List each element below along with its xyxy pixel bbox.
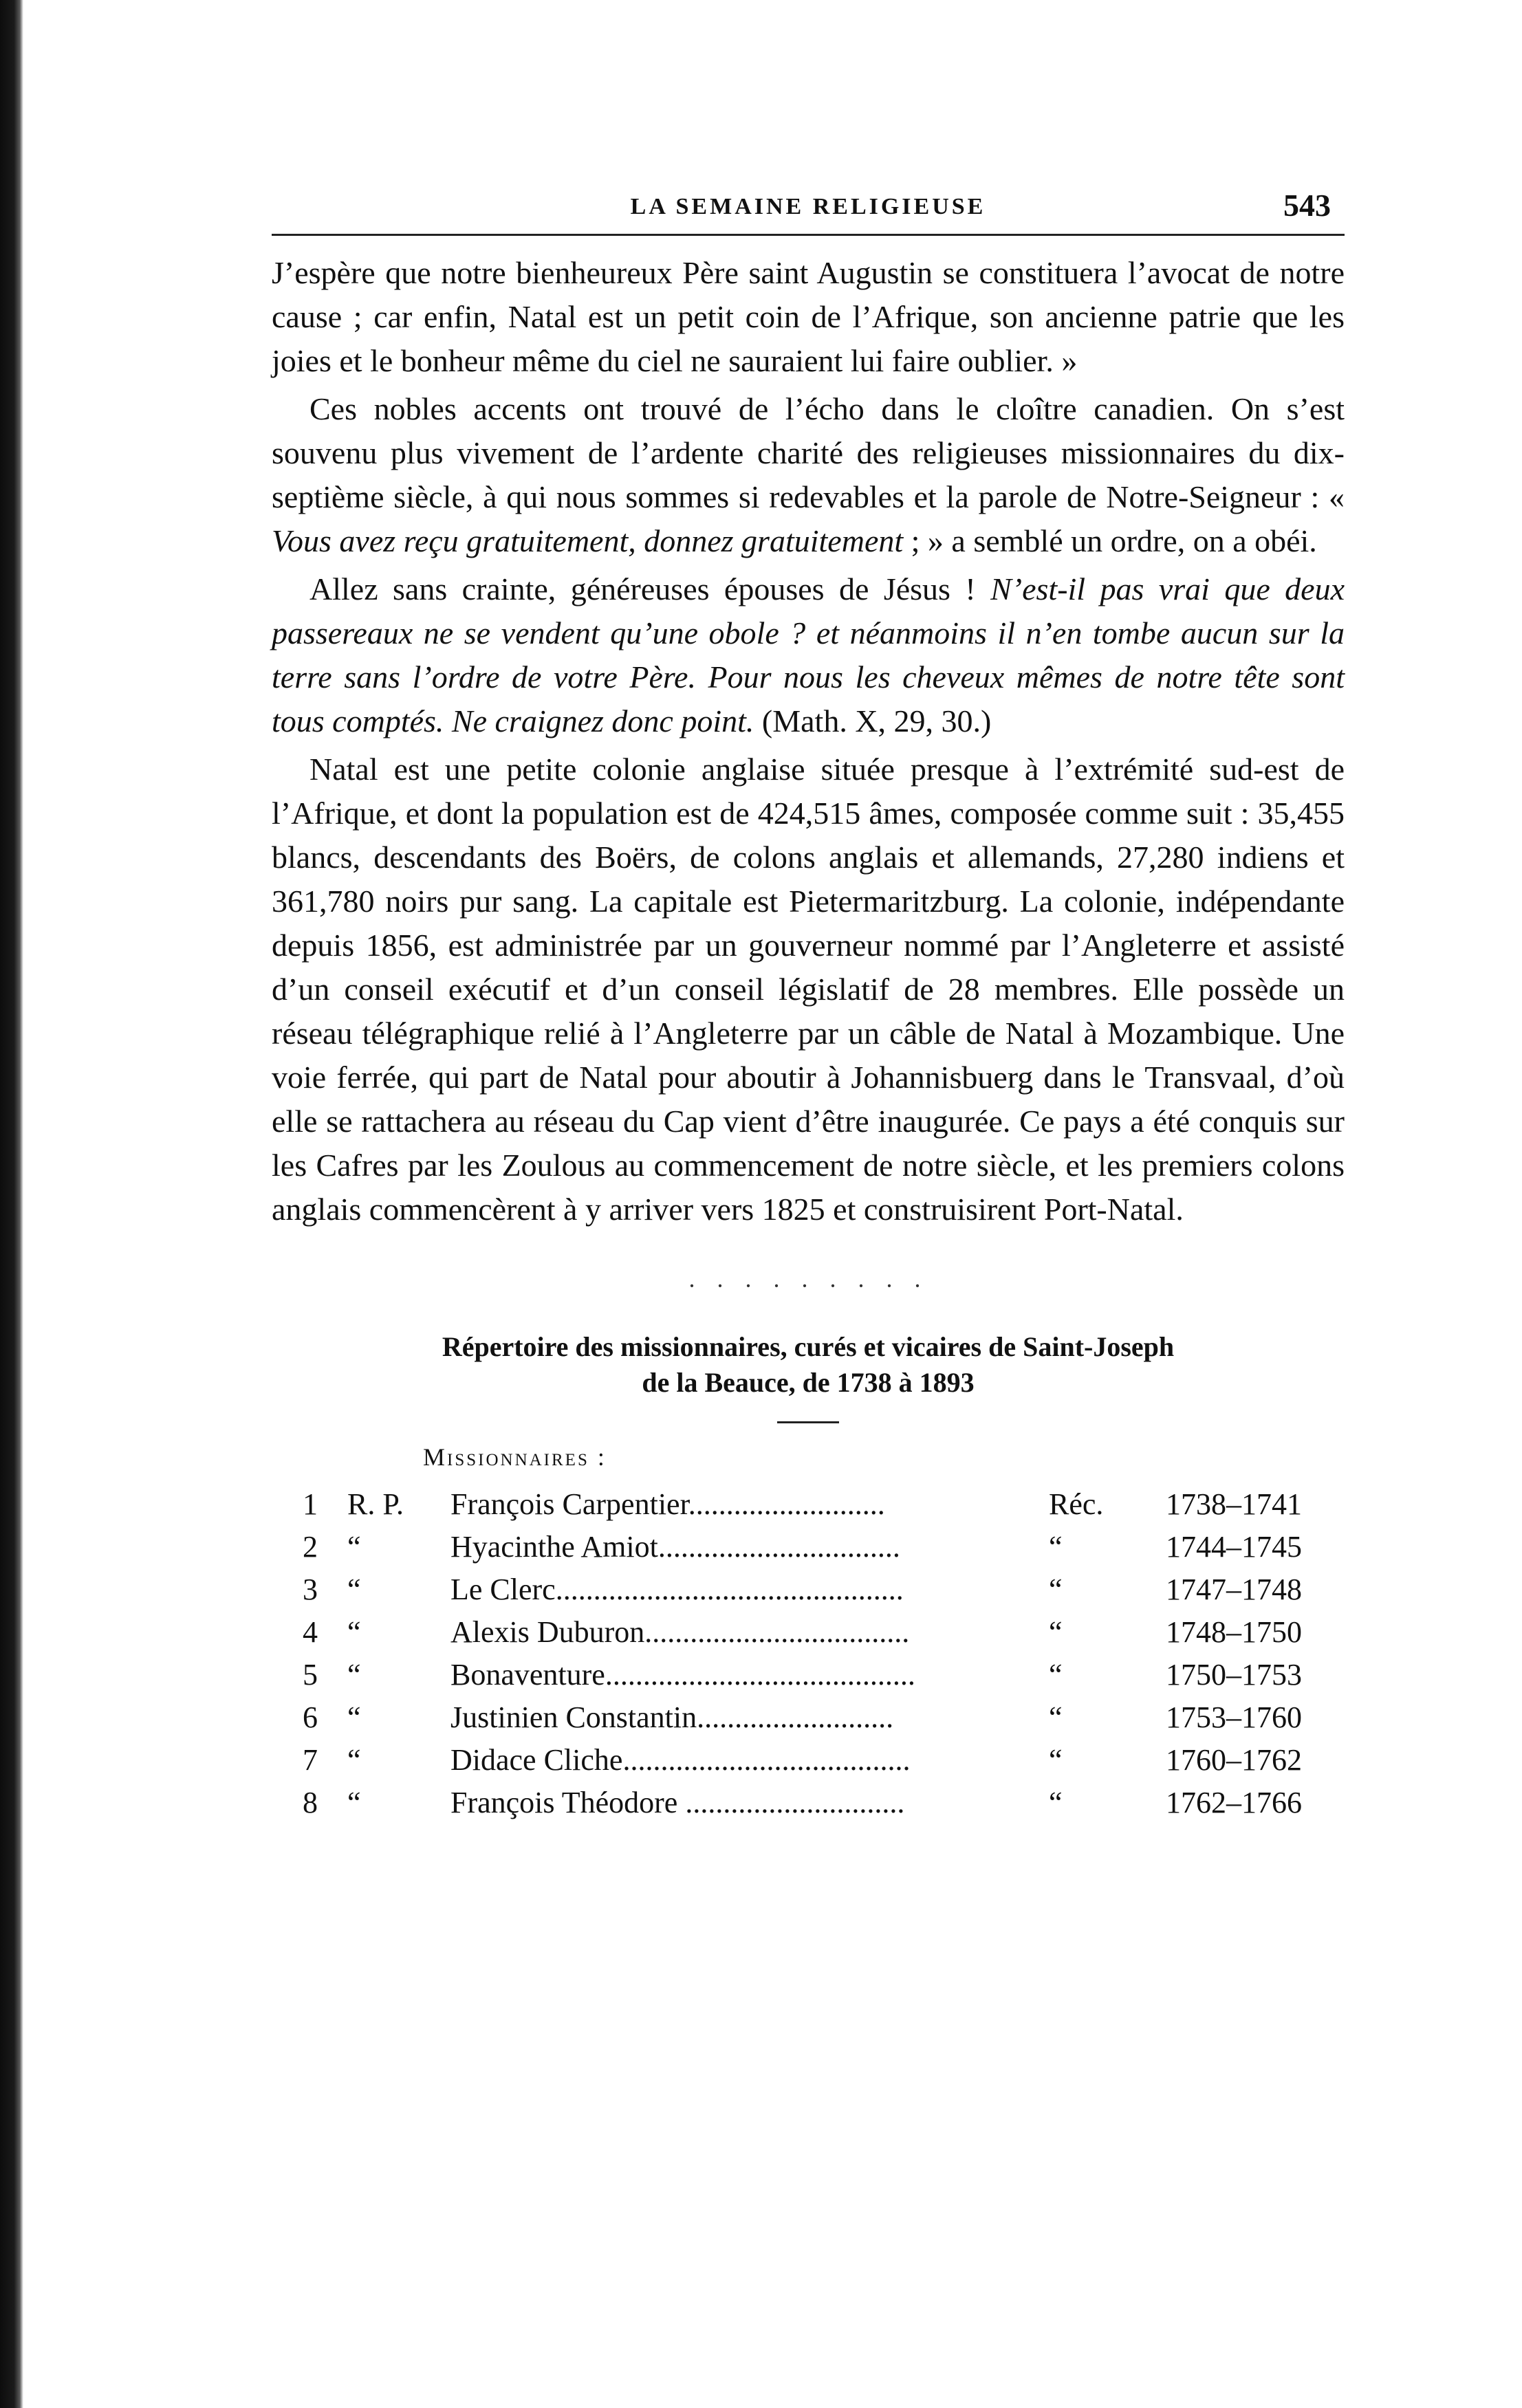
page-number: 543 <box>1283 188 1331 223</box>
paragraph-text: ; » a semblé un ordre, on a obéi. <box>903 523 1317 558</box>
entry-num: 8 <box>303 1786 318 1819</box>
list-item <box>272 1740 1345 1782</box>
list-item <box>272 1697 1345 1740</box>
entry-title: “ <box>347 1530 361 1564</box>
entry-years: 1748–1750 <box>1166 1615 1302 1649</box>
entry-title: “ <box>347 1615 361 1649</box>
scan-binding-edge <box>0 0 23 2408</box>
entry-name: Le Clerc.............................................. <box>450 1573 904 1606</box>
entry-name: Hyacinthe Amiot................................ <box>450 1530 900 1564</box>
paragraph <box>272 387 1345 563</box>
paragraph <box>272 567 1345 743</box>
entry-num: 7 <box>303 1743 318 1777</box>
entry-num: 4 <box>303 1615 318 1649</box>
title-rule <box>777 1421 839 1423</box>
running-title: LA SEMAINE RELIGIEUSE <box>630 194 986 219</box>
entry-role: “ <box>1049 1786 1063 1819</box>
entry-num: 2 <box>303 1530 318 1564</box>
entry-num: 5 <box>303 1658 318 1692</box>
entry-years: 1738–1741 <box>1166 1487 1302 1521</box>
entry-num: 1 <box>303 1487 318 1521</box>
entry-name: Justinien Constantin.......................... <box>450 1700 894 1734</box>
list-item <box>272 1569 1345 1612</box>
entry-role: “ <box>1049 1658 1063 1692</box>
section-heading: Missionnaires : <box>423 1443 607 1471</box>
entry-role: Réc. <box>1049 1487 1104 1521</box>
entry-role: “ <box>1049 1573 1063 1606</box>
entry-name: Didace Cliche...................................... <box>450 1743 911 1777</box>
entry-years: 1753–1760 <box>1166 1700 1302 1734</box>
entry-role: “ <box>1049 1615 1063 1649</box>
entry-title: R. P. <box>347 1487 404 1521</box>
repertoire-title-line1: Répertoire des missionnaires, curés et vicaires de Saint-Joseph <box>442 1331 1175 1362</box>
entry-name: Bonaventure......................................... <box>450 1658 915 1692</box>
entry-role: “ <box>1049 1743 1063 1777</box>
paragraph-text: (Math. X, 29, 30.) <box>754 703 992 738</box>
list-item <box>272 1612 1345 1654</box>
entry-role: “ <box>1049 1530 1063 1564</box>
paragraph <box>272 747 1345 1232</box>
entry-name: François Carpentier.......................... <box>450 1487 885 1521</box>
paragraph-text: Natal est une petite colonie anglaise située presque à l’extrémité sud-est de l’Afrique, et dont la population est de 424,515 âmes, composée comme suit : 35,455 blancs, descendants des Boërs, de colons anglais et allemands, 27,280 indiens et 361,780 noirs pur sang. La capitale est Pietermaritzburg. La colonie, indépendante depuis 1856, est administrée par un gouverneur nommé par l’Angleterre et assisté d’un conseil exécutif et d’un conseil législatif de 28 membres. Elle possède un réseau télégraphique relié à l’Angleterre par un câble de Natal à Mozambique. Une voie ferrée, qui part de Natal pour aboutir à Johannisbuerg dans le Transvaal, d’où elle se rattachera au réseau du Cap vient d’être inaugurée. Ce pays a été conquis sur les Cafres par les Zoulous au commencement de notre siècle, et les premiers colons anglais commencèrent à y arriver vers 1825 et construisirent Port-Natal. <box>272 752 1345 1227</box>
italic-text: Vous avez reçu gratuitement, donnez gratuitement <box>272 523 904 558</box>
entry-years: 1750–1753 <box>1166 1658 1302 1692</box>
body-text <box>272 251 1345 1232</box>
entry-num: 3 <box>303 1573 318 1606</box>
repertoire-title-line2: de la Beauce, de 1738 à 1893 <box>642 1367 975 1398</box>
entry-num: 6 <box>303 1700 318 1734</box>
list-item <box>272 1654 1345 1697</box>
entry-years: 1744–1745 <box>1166 1530 1302 1564</box>
entry-name: Alexis Duburon................................... <box>450 1615 910 1649</box>
running-head <box>272 186 1345 236</box>
list-item <box>272 1526 1345 1569</box>
entry-years: 1760–1762 <box>1166 1743 1302 1777</box>
section-separator: · · · · · · · · · <box>688 1272 928 1300</box>
entry-title: “ <box>347 1573 361 1606</box>
entry-years: 1762–1766 <box>1166 1786 1302 1819</box>
paragraph-text: Allez sans crainte, généreuses épouses de Jésus ! <box>309 571 991 606</box>
entry-title: “ <box>347 1658 361 1692</box>
entry-years: 1747–1748 <box>1166 1573 1302 1606</box>
entry-title: “ <box>347 1700 361 1734</box>
entry-title: “ <box>347 1786 361 1819</box>
list-item <box>272 1484 1345 1526</box>
entry-name: François Théodore ............................. <box>450 1786 905 1819</box>
entry-title: “ <box>347 1743 361 1777</box>
missionaries-list <box>272 1484 1345 1825</box>
entry-role: “ <box>1049 1700 1063 1734</box>
book-page <box>272 186 1345 1825</box>
paragraph-text: J’espère que notre bienheureux Père saint Augustin se constituera l’avocat de notre cause ; car enfin, Natal est un petit coin de l’Afrique, son ancienne patrie que les joies et le bonheur même du ciel ne sauraient lui faire oublier. » <box>272 255 1345 378</box>
italic-text: N’est-il pas vrai que deux passereaux ne se vendent qu’une obole ? et néanmoins il n’en tombe aucun sur la terre sans l’ordre de votre Père. Pour nous les cheveux mêmes de notre tête sont tous comptés. Ne craignez donc point. <box>272 571 1345 738</box>
list-item <box>272 1782 1345 1825</box>
paragraph <box>272 251 1345 383</box>
paragraph-text: Ces nobles accents ont trouvé de l’écho dans le cloître canadien. On s’est souvenu plus vivement de l’ardente charité des religieuses missionnaires du dix-septième siècle, à qui nous sommes si redevables et la parole de Notre-Seigneur : « <box>272 391 1345 514</box>
